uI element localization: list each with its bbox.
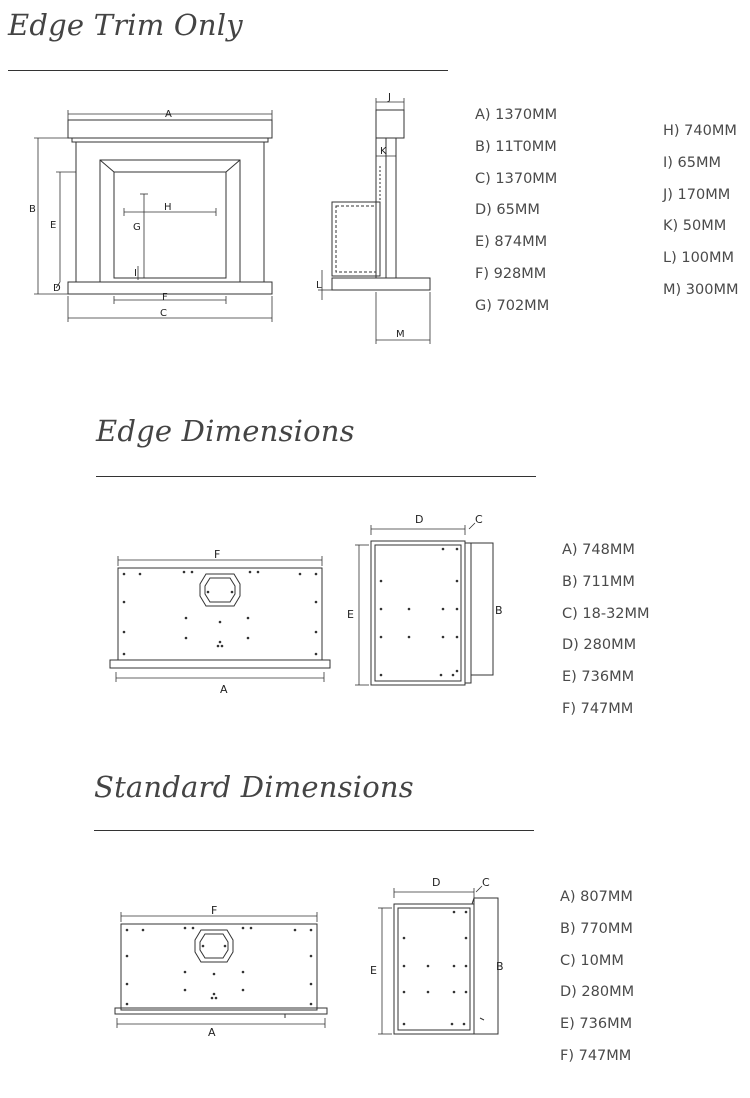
label-c: C (475, 513, 483, 526)
spec-c: C) 10MM (560, 952, 624, 969)
label-d: D (432, 876, 441, 889)
spec-b: B) 770MM (560, 920, 633, 937)
standard-dimensions-specs (560, 887, 634, 1078)
label-d: D (415, 513, 424, 526)
spec-m: M) 300MM (663, 281, 739, 298)
edge-trim-specs-left (475, 105, 557, 328)
label-c: C (482, 876, 490, 889)
label-g: G (133, 222, 141, 233)
edge-dimensions-title: Edge Dimensions (96, 414, 355, 448)
edge-dimensions-divider (96, 476, 536, 477)
spec-h: H) 740MM (663, 123, 737, 139)
edge-side-diagram (345, 505, 505, 695)
standard-side-fixings (403, 911, 468, 1026)
spec-g: G) 702MM (475, 297, 550, 314)
edge-side-fixings (380, 548, 459, 677)
standard-front-dimensions (117, 912, 325, 1028)
label-f: F (211, 904, 218, 917)
edge-trim-specs-right (663, 121, 738, 312)
spec-j: J) 170MM (663, 186, 731, 203)
spec-d: D) 280MM (562, 637, 637, 654)
label-a: A (208, 1026, 216, 1039)
label-m: M (396, 329, 405, 340)
label-a: A (165, 109, 172, 120)
label-b: B (496, 960, 504, 973)
edge-side-outline (371, 541, 493, 685)
surround-front-diagram (20, 100, 290, 330)
standard-front-outline (115, 924, 327, 1018)
spec-a: A) 807MM (560, 889, 633, 905)
label-a: A (220, 683, 228, 696)
label-b: B (29, 204, 36, 215)
standard-side-diagram (368, 868, 528, 1048)
label-e: E (370, 964, 377, 977)
label-b: B (495, 604, 503, 617)
spec-b: B) 711MM (562, 573, 635, 590)
label-e: E (50, 220, 57, 231)
spec-a: A) 748MM (562, 542, 635, 558)
standard-front-fixings (126, 927, 313, 1006)
label-e: E (347, 608, 354, 621)
standard-dimensions-divider (94, 830, 534, 831)
edge-side-dimensions (355, 523, 475, 685)
spec-k: K) 50MM (663, 218, 727, 235)
label-c: C (160, 308, 167, 319)
edge-front-diagram (100, 540, 340, 700)
label-i: I (134, 268, 137, 279)
spec-f: F) 747MM (560, 1047, 632, 1064)
edge-dimensions-specs (562, 540, 650, 731)
edge-front-dimensions (116, 556, 324, 682)
surround-side-dimensions (318, 98, 430, 344)
label-h: H (164, 202, 172, 213)
spec-a: A) 1370MM (475, 107, 558, 123)
spec-d: D) 65MM (475, 202, 540, 219)
edge-front-fixings (123, 571, 318, 656)
label-f: F (162, 292, 168, 303)
surround-side-diagram (310, 90, 450, 350)
spec-i: I) 65MM (663, 154, 722, 171)
standard-front-diagram (105, 902, 345, 1044)
spec-d: D) 280MM (560, 984, 635, 1001)
standard-side-outline (394, 898, 498, 1034)
edge-front-outline (110, 568, 330, 668)
label-j: J (388, 92, 391, 103)
spec-b: B) 11T0MM (475, 138, 557, 155)
spec-f: F) 747MM (562, 700, 634, 717)
edge-trim-title: Edge Trim Only (8, 8, 243, 42)
spec-c: C) 18-32MM (562, 605, 650, 622)
spec-l: L) 100MM (663, 250, 735, 267)
spec-e: E) 736MM (560, 1016, 633, 1033)
edge-trim-divider (8, 70, 448, 71)
surround-side-outline (332, 110, 430, 290)
standard-dimensions-title: Standard Dimensions (94, 770, 414, 804)
spec-e: E) 736MM (562, 669, 635, 686)
spec-f: F) 928MM (475, 265, 547, 282)
spec-e: E) 874MM (475, 234, 548, 251)
label-k: K (380, 146, 387, 157)
label-f: F (214, 548, 221, 561)
spec-c: C) 1370MM (475, 170, 558, 187)
label-l: L (316, 280, 322, 291)
label-d: D (53, 283, 61, 294)
